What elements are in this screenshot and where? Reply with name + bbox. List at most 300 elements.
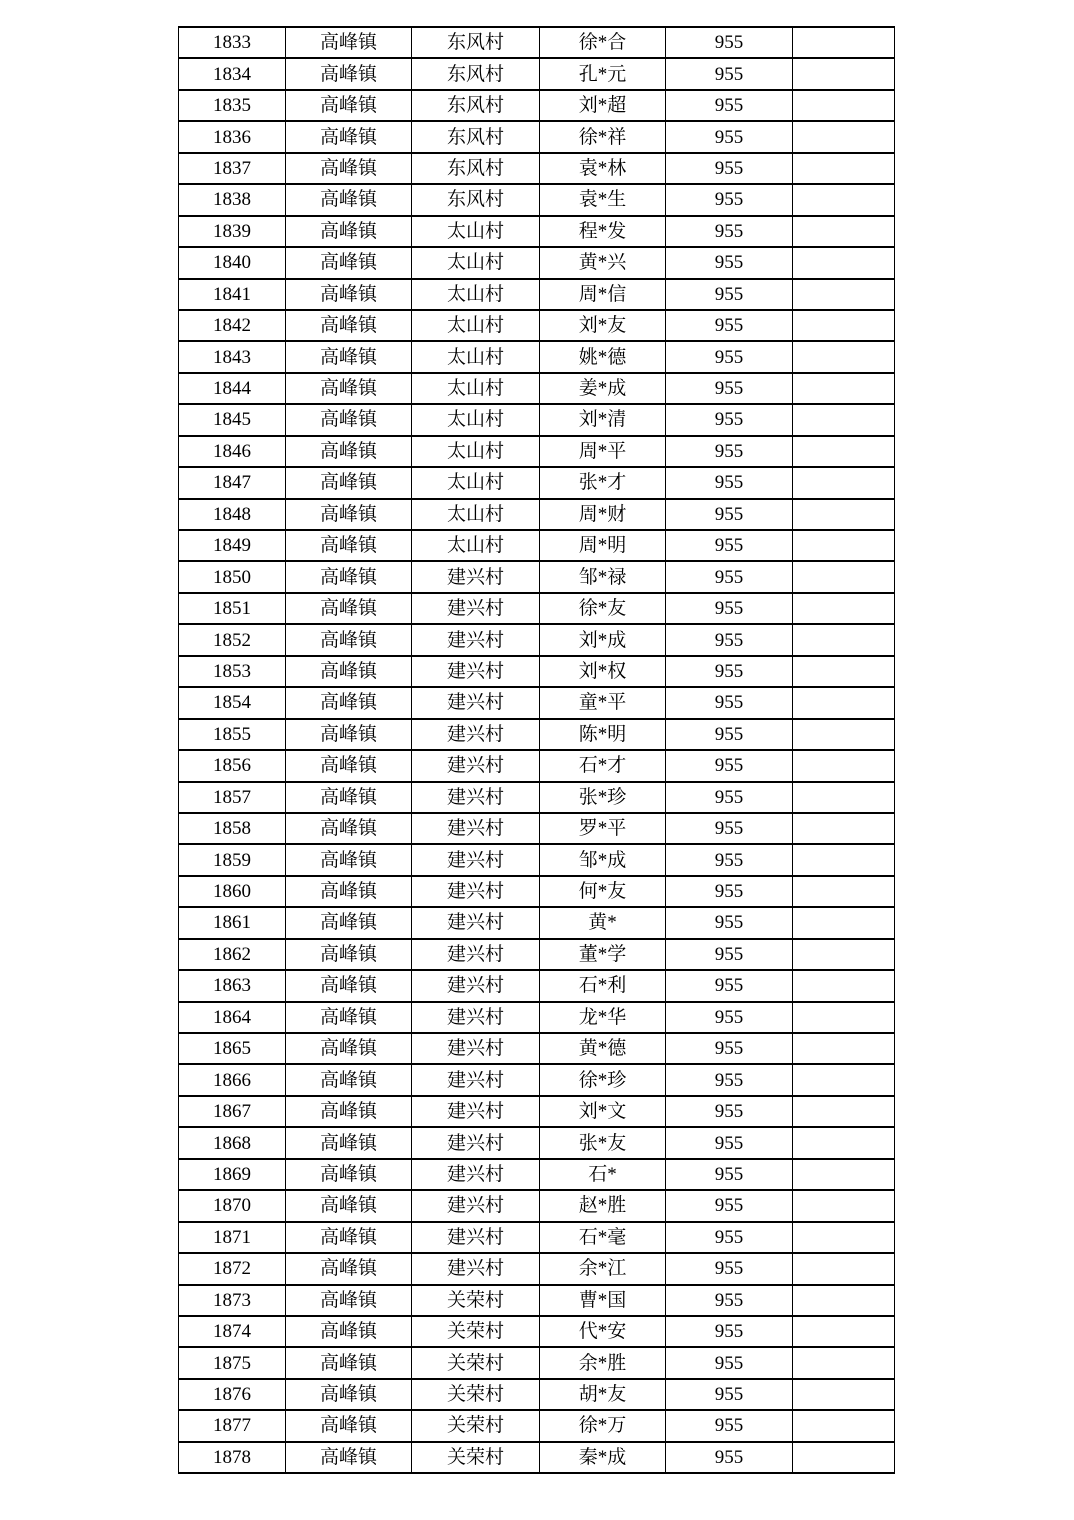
table-row (179, 687, 895, 718)
cell-serial-number: 1854 (179, 687, 286, 718)
cell-code: 955 (666, 656, 793, 687)
cell-code: 955 (666, 184, 793, 215)
cell-town: 高峰镇 (286, 1410, 412, 1441)
cell-blank (793, 970, 895, 1001)
cell-code: 955 (666, 436, 793, 467)
cell-village: 建兴村 (412, 939, 540, 970)
cell-blank (793, 561, 895, 592)
cell-blank (793, 1002, 895, 1033)
cell-village: 建兴村 (412, 844, 540, 875)
cell-masked-name: 董*学 (540, 939, 666, 970)
cell-serial-number: 1857 (179, 782, 286, 813)
cell-blank (793, 1410, 895, 1441)
cell-code: 955 (666, 561, 793, 592)
cell-masked-name: 刘*超 (540, 90, 666, 121)
table-row (179, 1379, 895, 1410)
cell-code: 955 (666, 687, 793, 718)
cell-village: 建兴村 (412, 656, 540, 687)
cell-town: 高峰镇 (286, 1159, 412, 1190)
cell-village: 建兴村 (412, 1253, 540, 1284)
cell-code: 955 (666, 58, 793, 89)
cell-blank (793, 1127, 895, 1158)
cell-village: 建兴村 (412, 1033, 540, 1064)
cell-village: 建兴村 (412, 750, 540, 781)
cell-code: 955 (666, 1127, 793, 1158)
cell-village: 建兴村 (412, 907, 540, 938)
table-row (179, 1096, 895, 1127)
cell-code: 955 (666, 970, 793, 1001)
table-row (179, 1285, 895, 1316)
cell-masked-name: 徐*祥 (540, 121, 666, 152)
cell-code: 955 (666, 216, 793, 247)
cell-code: 955 (666, 247, 793, 278)
cell-blank (793, 1033, 895, 1064)
cell-village: 太山村 (412, 341, 540, 372)
cell-town: 高峰镇 (286, 310, 412, 341)
cell-code: 955 (666, 1159, 793, 1190)
cell-town: 高峰镇 (286, 1190, 412, 1221)
cell-village: 关荣村 (412, 1316, 540, 1347)
cell-serial-number: 1875 (179, 1347, 286, 1378)
table-row (179, 1253, 895, 1284)
cell-blank (793, 907, 895, 938)
cell-village: 建兴村 (412, 719, 540, 750)
cell-serial-number: 1865 (179, 1033, 286, 1064)
cell-serial-number: 1845 (179, 404, 286, 435)
cell-serial-number: 1869 (179, 1159, 286, 1190)
cell-serial-number: 1856 (179, 750, 286, 781)
cell-masked-name: 周*信 (540, 279, 666, 310)
cell-town: 高峰镇 (286, 656, 412, 687)
cell-blank (793, 153, 895, 184)
cell-masked-name: 石*利 (540, 970, 666, 1001)
cell-code: 955 (666, 1190, 793, 1221)
cell-serial-number: 1836 (179, 121, 286, 152)
cell-town: 高峰镇 (286, 279, 412, 310)
cell-town: 高峰镇 (286, 593, 412, 624)
cell-blank (793, 624, 895, 655)
cell-code: 955 (666, 499, 793, 530)
cell-code: 955 (666, 1285, 793, 1316)
cell-town: 高峰镇 (286, 436, 412, 467)
cell-masked-name: 孔*元 (540, 58, 666, 89)
cell-village: 建兴村 (412, 1002, 540, 1033)
cell-blank (793, 279, 895, 310)
table-row (179, 436, 895, 467)
cell-village: 建兴村 (412, 1064, 540, 1095)
cell-serial-number: 1850 (179, 561, 286, 592)
cell-code: 955 (666, 530, 793, 561)
cell-serial-number: 1834 (179, 58, 286, 89)
cell-town: 高峰镇 (286, 1096, 412, 1127)
cell-masked-name: 曹*国 (540, 1285, 666, 1316)
table-row (179, 593, 895, 624)
cell-serial-number: 1877 (179, 1410, 286, 1441)
cell-masked-name: 袁*生 (540, 184, 666, 215)
cell-blank (793, 404, 895, 435)
cell-code: 955 (666, 1347, 793, 1378)
table-row (179, 1159, 895, 1190)
cell-masked-name: 刘*友 (540, 310, 666, 341)
cell-blank (793, 813, 895, 844)
cell-masked-name: 张*才 (540, 467, 666, 498)
cell-code: 955 (666, 153, 793, 184)
cell-blank (793, 876, 895, 907)
cell-serial-number: 1841 (179, 279, 286, 310)
cell-village: 东风村 (412, 58, 540, 89)
cell-serial-number: 1848 (179, 499, 286, 530)
cell-blank (793, 58, 895, 89)
cell-blank (793, 499, 895, 530)
cell-village: 建兴村 (412, 624, 540, 655)
cell-code: 955 (666, 624, 793, 655)
cell-town: 高峰镇 (286, 1316, 412, 1347)
table-row (179, 279, 895, 310)
cell-serial-number: 1870 (179, 1190, 286, 1221)
table-row (179, 1064, 895, 1095)
cell-masked-name: 刘*成 (540, 624, 666, 655)
cell-town: 高峰镇 (286, 1127, 412, 1158)
cell-serial-number: 1859 (179, 844, 286, 875)
table-row (179, 499, 895, 530)
table-row (179, 1410, 895, 1441)
cell-masked-name: 徐*友 (540, 593, 666, 624)
table-row (179, 1222, 895, 1253)
cell-town: 高峰镇 (286, 561, 412, 592)
cell-code: 955 (666, 813, 793, 844)
cell-blank (793, 27, 895, 58)
table-row (179, 750, 895, 781)
cell-serial-number: 1835 (179, 90, 286, 121)
cell-town: 高峰镇 (286, 782, 412, 813)
cell-blank (793, 184, 895, 215)
cell-village: 东风村 (412, 27, 540, 58)
cell-serial-number: 1858 (179, 813, 286, 844)
table-row (179, 216, 895, 247)
cell-masked-name: 周*平 (540, 436, 666, 467)
table-row (179, 844, 895, 875)
cell-serial-number: 1851 (179, 593, 286, 624)
table-row (179, 184, 895, 215)
table-row (179, 876, 895, 907)
cell-masked-name: 童*平 (540, 687, 666, 718)
cell-serial-number: 1839 (179, 216, 286, 247)
cell-serial-number: 1843 (179, 341, 286, 372)
cell-blank (793, 1347, 895, 1378)
cell-masked-name: 袁*林 (540, 153, 666, 184)
cell-masked-name: 黄*兴 (540, 247, 666, 278)
cell-code: 955 (666, 1442, 793, 1473)
cell-serial-number: 1871 (179, 1222, 286, 1253)
cell-town: 高峰镇 (286, 1222, 412, 1253)
cell-blank (793, 1442, 895, 1473)
cell-serial-number: 1873 (179, 1285, 286, 1316)
cell-serial-number: 1863 (179, 970, 286, 1001)
cell-village: 建兴村 (412, 1222, 540, 1253)
table-row (179, 153, 895, 184)
table-row (179, 561, 895, 592)
cell-village: 太山村 (412, 499, 540, 530)
cell-village: 太山村 (412, 530, 540, 561)
cell-masked-name: 刘*清 (540, 404, 666, 435)
table-row (179, 939, 895, 970)
cell-code: 955 (666, 750, 793, 781)
cell-town: 高峰镇 (286, 970, 412, 1001)
cell-village: 东风村 (412, 121, 540, 152)
cell-town: 高峰镇 (286, 216, 412, 247)
cell-blank (793, 719, 895, 750)
cell-village: 关荣村 (412, 1285, 540, 1316)
cell-code: 955 (666, 279, 793, 310)
cell-town: 高峰镇 (286, 844, 412, 875)
cell-code: 955 (666, 1410, 793, 1441)
cell-village: 关荣村 (412, 1379, 540, 1410)
cell-blank (793, 530, 895, 561)
table-row (179, 530, 895, 561)
cell-serial-number: 1847 (179, 467, 286, 498)
cell-village: 东风村 (412, 153, 540, 184)
cell-masked-name: 石* (540, 1159, 666, 1190)
table-row (179, 467, 895, 498)
cell-masked-name: 赵*胜 (540, 1190, 666, 1221)
cell-town: 高峰镇 (286, 1064, 412, 1095)
cell-town: 高峰镇 (286, 907, 412, 938)
cell-code: 955 (666, 1096, 793, 1127)
table-row (179, 719, 895, 750)
cell-town: 高峰镇 (286, 467, 412, 498)
cell-code: 955 (666, 121, 793, 152)
cell-blank (793, 687, 895, 718)
cell-masked-name: 刘*权 (540, 656, 666, 687)
cell-code: 955 (666, 876, 793, 907)
cell-blank (793, 341, 895, 372)
cell-masked-name: 姜*成 (540, 373, 666, 404)
table-row (179, 813, 895, 844)
cell-town: 高峰镇 (286, 184, 412, 215)
cell-village: 建兴村 (412, 813, 540, 844)
cell-serial-number: 1838 (179, 184, 286, 215)
cell-town: 高峰镇 (286, 90, 412, 121)
cell-blank (793, 310, 895, 341)
cell-village: 太山村 (412, 247, 540, 278)
cell-town: 高峰镇 (286, 153, 412, 184)
records-table (178, 26, 895, 1474)
cell-code: 955 (666, 939, 793, 970)
cell-masked-name: 邹*成 (540, 844, 666, 875)
cell-village: 建兴村 (412, 561, 540, 592)
cell-masked-name: 张*珍 (540, 782, 666, 813)
cell-town: 高峰镇 (286, 939, 412, 970)
cell-town: 高峰镇 (286, 1285, 412, 1316)
cell-code: 955 (666, 1033, 793, 1064)
table-row (179, 1190, 895, 1221)
table-row (179, 970, 895, 1001)
cell-blank (793, 593, 895, 624)
table-row (179, 907, 895, 938)
cell-blank (793, 939, 895, 970)
cell-code: 955 (666, 341, 793, 372)
cell-blank (793, 750, 895, 781)
cell-masked-name: 徐*万 (540, 1410, 666, 1441)
cell-masked-name: 余*胜 (540, 1347, 666, 1378)
cell-serial-number: 1876 (179, 1379, 286, 1410)
cell-village: 太山村 (412, 436, 540, 467)
cell-town: 高峰镇 (286, 1253, 412, 1284)
cell-blank (793, 1159, 895, 1190)
cell-blank (793, 844, 895, 875)
cell-village: 太山村 (412, 467, 540, 498)
cell-code: 955 (666, 1253, 793, 1284)
cell-village: 建兴村 (412, 782, 540, 813)
cell-serial-number: 1833 (179, 27, 286, 58)
cell-masked-name: 石*毫 (540, 1222, 666, 1253)
table-row (179, 404, 895, 435)
cell-village: 关荣村 (412, 1347, 540, 1378)
cell-serial-number: 1853 (179, 656, 286, 687)
table-row (179, 624, 895, 655)
cell-blank (793, 1064, 895, 1095)
cell-blank (793, 121, 895, 152)
table-row (179, 1442, 895, 1473)
cell-code: 955 (666, 90, 793, 121)
cell-serial-number: 1861 (179, 907, 286, 938)
cell-masked-name: 徐*合 (540, 27, 666, 58)
cell-code: 955 (666, 1379, 793, 1410)
cell-village: 建兴村 (412, 970, 540, 1001)
table-row (179, 656, 895, 687)
cell-blank (793, 436, 895, 467)
cell-village: 关荣村 (412, 1442, 540, 1473)
cell-masked-name: 秦*成 (540, 1442, 666, 1473)
cell-village: 太山村 (412, 373, 540, 404)
cell-masked-name: 徐*珍 (540, 1064, 666, 1095)
cell-serial-number: 1852 (179, 624, 286, 655)
cell-blank (793, 656, 895, 687)
cell-village: 太山村 (412, 404, 540, 435)
cell-town: 高峰镇 (286, 876, 412, 907)
cell-village: 关荣村 (412, 1410, 540, 1441)
cell-masked-name: 黄*德 (540, 1033, 666, 1064)
cell-village: 东风村 (412, 184, 540, 215)
cell-town: 高峰镇 (286, 1347, 412, 1378)
cell-town: 高峰镇 (286, 27, 412, 58)
cell-code: 955 (666, 844, 793, 875)
cell-serial-number: 1866 (179, 1064, 286, 1095)
cell-town: 高峰镇 (286, 247, 412, 278)
table-row (179, 373, 895, 404)
cell-town: 高峰镇 (286, 530, 412, 561)
cell-town: 高峰镇 (286, 719, 412, 750)
cell-blank (793, 216, 895, 247)
cell-town: 高峰镇 (286, 813, 412, 844)
cell-blank (793, 1222, 895, 1253)
table-row (179, 1316, 895, 1347)
cell-village: 太山村 (412, 216, 540, 247)
cell-code: 955 (666, 404, 793, 435)
cell-masked-name: 周*明 (540, 530, 666, 561)
cell-town: 高峰镇 (286, 341, 412, 372)
cell-blank (793, 782, 895, 813)
table-row (179, 341, 895, 372)
cell-serial-number: 1844 (179, 373, 286, 404)
cell-serial-number: 1849 (179, 530, 286, 561)
table-row (179, 27, 895, 58)
cell-blank (793, 247, 895, 278)
cell-village: 建兴村 (412, 876, 540, 907)
cell-blank (793, 1285, 895, 1316)
cell-town: 高峰镇 (286, 1033, 412, 1064)
cell-serial-number: 1872 (179, 1253, 286, 1284)
cell-village: 太山村 (412, 279, 540, 310)
cell-masked-name: 周*财 (540, 499, 666, 530)
cell-town: 高峰镇 (286, 121, 412, 152)
cell-town: 高峰镇 (286, 404, 412, 435)
table-row (179, 1347, 895, 1378)
cell-town: 高峰镇 (286, 1442, 412, 1473)
cell-masked-name: 石*才 (540, 750, 666, 781)
cell-code: 955 (666, 907, 793, 938)
cell-masked-name: 黄* (540, 907, 666, 938)
cell-serial-number: 1846 (179, 436, 286, 467)
cell-serial-number: 1862 (179, 939, 286, 970)
cell-code: 955 (666, 467, 793, 498)
cell-serial-number: 1860 (179, 876, 286, 907)
table-row (179, 90, 895, 121)
cell-blank (793, 1096, 895, 1127)
cell-masked-name: 张*友 (540, 1127, 666, 1158)
cell-masked-name: 余*江 (540, 1253, 666, 1284)
records-table-body (179, 27, 895, 1473)
cell-code: 955 (666, 593, 793, 624)
cell-code: 955 (666, 1316, 793, 1347)
cell-masked-name: 程*发 (540, 216, 666, 247)
table-row (179, 121, 895, 152)
cell-masked-name: 胡*友 (540, 1379, 666, 1410)
cell-code: 955 (666, 373, 793, 404)
cell-code: 955 (666, 782, 793, 813)
cell-serial-number: 1867 (179, 1096, 286, 1127)
cell-masked-name: 龙*华 (540, 1002, 666, 1033)
cell-town: 高峰镇 (286, 373, 412, 404)
cell-village: 建兴村 (412, 1096, 540, 1127)
cell-serial-number: 1864 (179, 1002, 286, 1033)
cell-blank (793, 467, 895, 498)
cell-village: 建兴村 (412, 1127, 540, 1158)
table-row (179, 58, 895, 89)
cell-town: 高峰镇 (286, 624, 412, 655)
cell-masked-name: 罗*平 (540, 813, 666, 844)
cell-serial-number: 1855 (179, 719, 286, 750)
cell-village: 建兴村 (412, 1190, 540, 1221)
cell-serial-number: 1868 (179, 1127, 286, 1158)
cell-village: 建兴村 (412, 1159, 540, 1190)
cell-serial-number: 1840 (179, 247, 286, 278)
table-row (179, 247, 895, 278)
cell-masked-name: 刘*文 (540, 1096, 666, 1127)
cell-village: 建兴村 (412, 593, 540, 624)
cell-town: 高峰镇 (286, 687, 412, 718)
cell-blank (793, 1190, 895, 1221)
cell-code: 955 (666, 1002, 793, 1033)
table-row (179, 1127, 895, 1158)
cell-masked-name: 何*友 (540, 876, 666, 907)
table-row (179, 782, 895, 813)
cell-code: 955 (666, 1222, 793, 1253)
cell-village: 东风村 (412, 90, 540, 121)
table-row (179, 310, 895, 341)
cell-serial-number: 1878 (179, 1442, 286, 1473)
cell-blank (793, 373, 895, 404)
